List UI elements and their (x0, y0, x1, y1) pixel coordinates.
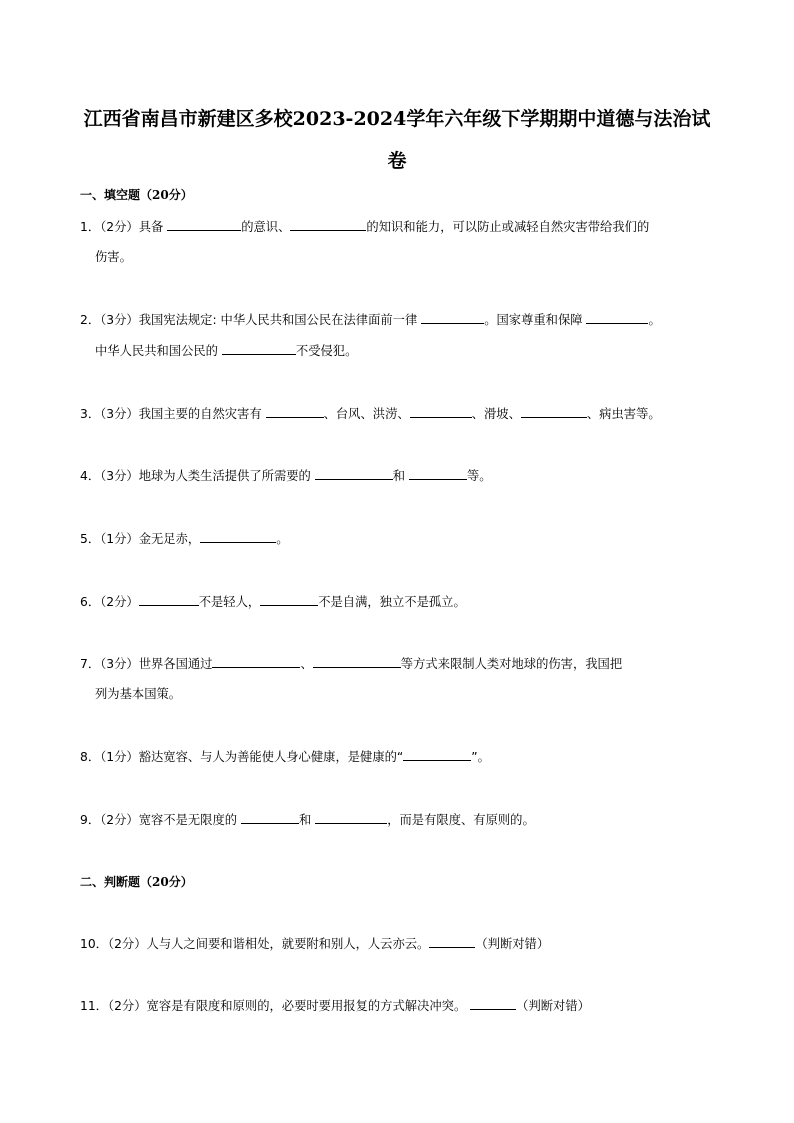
question-number: 3．（3分） (80, 407, 139, 421)
question-number: 11．（2分） (80, 999, 147, 1013)
question-number: 5．（1分） (80, 532, 139, 546)
question-number: 10．（2分） (80, 937, 147, 951)
answer-blank[interactable] (429, 935, 475, 948)
answer-blank[interactable] (470, 997, 516, 1010)
question-11: 11．（2分）宽容是有限度和原则的，必要时要用报复的方式解决冲突。 （判断对错） (80, 999, 590, 1013)
answer-blank[interactable] (410, 405, 472, 418)
question-2: 2．（3分）我国宪法规定: 中华人民共和国公民在法律面前一律 。国家尊重和保障 。 (80, 313, 661, 327)
question-number: 6．（2分） (80, 595, 139, 609)
question-number: 7．（3分） (80, 657, 139, 671)
question-number: 2．（3分） (80, 313, 139, 327)
question-6: 6．（2分） 不是轻人， 不是自满，独立不是孤立。 (80, 595, 466, 609)
question-number: 1．（2分） (80, 220, 139, 234)
question-10: 10．（2分）人与人之间要和谐相处，就要附和别人，人云亦云。 （判断对错） (80, 937, 550, 951)
answer-blank[interactable] (222, 342, 296, 355)
answer-blank[interactable] (313, 655, 401, 668)
answer-blank[interactable] (167, 218, 241, 231)
question-number: 9．（2分） (80, 813, 139, 827)
answer-blank[interactable] (139, 593, 199, 606)
answer-blank[interactable] (521, 405, 587, 418)
answer-blank[interactable] (260, 593, 318, 606)
question-number: 4．（3分） (80, 469, 139, 483)
section-heading-true-false: 二、判断题（20分） (80, 875, 193, 889)
answer-blank[interactable] (290, 218, 366, 231)
answer-blank[interactable] (315, 811, 387, 824)
question-9: 9．（2分）宽容不是无限度的 和 ，而是有限度、有原则的。 (80, 813, 535, 827)
answer-blank[interactable] (586, 311, 648, 324)
section-heading-fill-in: 一、填空题（20分） (80, 188, 193, 202)
answer-blank[interactable] (315, 467, 393, 480)
question-8: 8．（1分）豁达宽容、与人为善能使人身心健康，是健康的“ ”。 (80, 750, 490, 764)
answer-blank[interactable] (421, 311, 484, 324)
answer-blank[interactable] (212, 655, 300, 668)
answer-blank[interactable] (403, 748, 471, 761)
question-4: 4．（3分）地球为人类生活提供了所需要的 和 等。 (80, 469, 492, 483)
answer-blank[interactable] (409, 467, 467, 480)
question-number: 8．（1分） (80, 750, 139, 764)
question-1-continued: 伤害。 (95, 250, 132, 264)
exam-title-line2: 卷 (387, 150, 407, 172)
question-7-continued: 列为基本国策。 (95, 687, 182, 701)
question-2-continued: 中华人民共和国公民的 不受侵犯。 (95, 344, 358, 358)
question-5: 5．（1分）金无足赤， 。 (80, 532, 289, 546)
answer-blank[interactable] (200, 530, 276, 543)
question-1: 1．（2分）具备 的意识、 的知识和能力，可以防止或减轻自然灾害带给我们的 (80, 220, 650, 234)
question-3: 3．（3分）我国主要的自然灾害有 、台风、洪涝、 、滑坡、 、病虫害等。 (80, 407, 661, 421)
question-7: 7．（3分）世界各国通过 、 等方式来限制人类对地球的伤害，我国把 (80, 657, 623, 671)
answer-blank[interactable] (241, 811, 299, 824)
answer-blank[interactable] (266, 405, 324, 418)
exam-title-line1: 江西省南昌市新建区多校2023-2024学年六年级下学期期中道德与法治试 (83, 108, 711, 130)
